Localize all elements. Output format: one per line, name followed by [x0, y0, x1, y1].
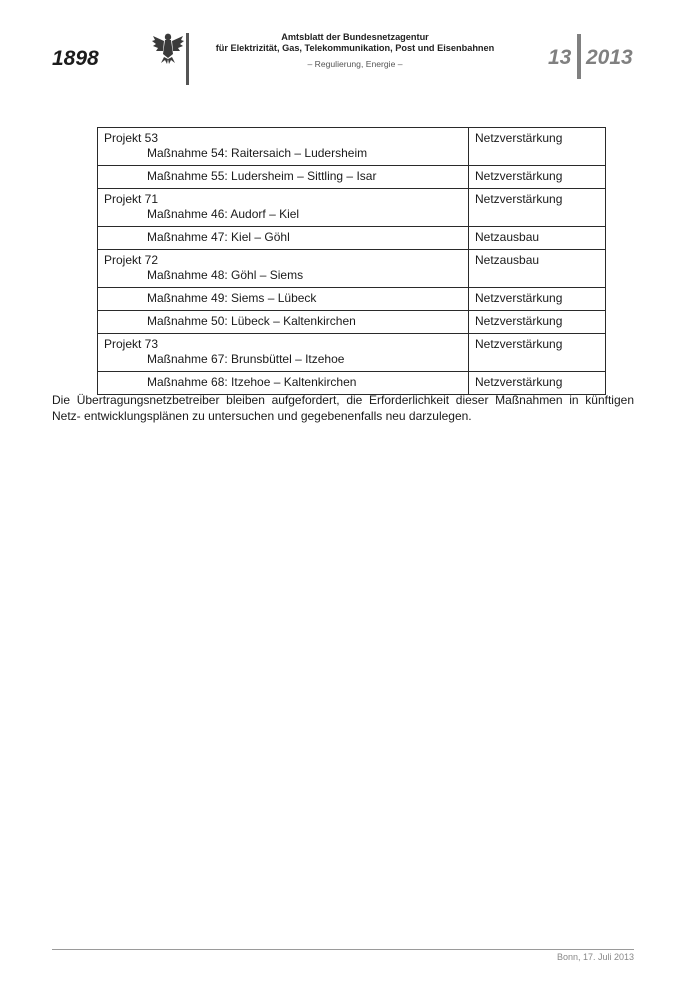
measure-cell [98, 288, 469, 311]
measure-type-cell: Netzverstärkung [469, 311, 606, 334]
measure-cell [98, 250, 469, 288]
measure-label: Maßnahme 50: Lübeck – Kaltenkirchen [147, 314, 356, 328]
measure-type-cell: Netzverstärkung [469, 128, 606, 166]
issue-number: 13 [548, 46, 572, 69]
measure-type-cell: Netzverstärkung [469, 334, 606, 372]
measure-label: Maßnahme 48: Göhl – Siems [147, 268, 304, 282]
table-row [98, 189, 606, 227]
measure-type-cell: Netzverstärkung [469, 166, 606, 189]
footer-place-date: Bonn, 17. Juli 2013 [556, 952, 634, 962]
project-label: Projekt 71 [104, 192, 159, 206]
publication-title-line2: für Elektrizität, Gas, Telekommunikation, Post und Eisenbahnen [215, 43, 495, 53]
measure-cell [98, 166, 469, 189]
measure-cell [98, 227, 469, 250]
table-row [98, 311, 606, 334]
measure-label: Maßnahme 67: Brunsbüttel – Itzehoe [147, 352, 345, 366]
table-row [98, 250, 606, 288]
publication-subtitle: – Regulierung, Energie – [307, 59, 403, 69]
federal-eagle-icon [150, 30, 186, 66]
measure-label: Maßnahme 68: Itzehoe – Kaltenkirchen [147, 375, 357, 389]
project-label: Projekt 53 [104, 131, 159, 145]
body-paragraph-line2: entwicklungsplänen zu untersuchen und gegebenenfalls neu darzulegen. [84, 409, 472, 423]
measure-label: Maßnahme 55: Ludersheim – Sittling – Isar [147, 169, 377, 183]
publication-header [200, 32, 510, 69]
measure-label: Maßnahme 54: Raitersaich – Ludersheim [147, 146, 368, 160]
table-row [98, 334, 606, 372]
publication-title-line1: Amtsblatt der Bundesnetzagentur [281, 32, 429, 42]
measure-type-cell: Netzausbau [469, 250, 606, 288]
measure-label: Maßnahme 46: Audorf – Kiel [147, 207, 300, 221]
table-row [98, 288, 606, 311]
body-paragraph-line1: Die Übertragungsnetzbetreiber bleiben aufgefordert, die Erforderlichkeit dieser Maßnahmen in künftigen Netz- [52, 393, 634, 423]
measure-type-cell: Netzverstärkung [469, 288, 606, 311]
measure-type-cell: Netzverstärkung [469, 372, 606, 395]
measure-cell [98, 189, 469, 227]
table-row [98, 128, 606, 166]
project-label: Projekt 73 [104, 337, 159, 351]
measure-type-cell: Netzverstärkung [469, 189, 606, 227]
page-number: 1898 [52, 47, 99, 70]
table-row [98, 227, 606, 250]
footer-divider [52, 949, 634, 950]
header-divider [186, 33, 189, 85]
measure-type-cell: Netzausbau [469, 227, 606, 250]
measures-table [97, 127, 606, 395]
project-label: Projekt 72 [104, 253, 159, 267]
body-paragraph [52, 392, 634, 424]
issue-divider [577, 34, 581, 79]
measure-label: Maßnahme 47: Kiel – Göhl [147, 230, 290, 244]
measure-label: Maßnahme 49: Siems – Lübeck [147, 291, 317, 305]
table-row [98, 166, 606, 189]
measure-cell [98, 128, 469, 166]
issue-year: 2013 [586, 46, 633, 69]
measure-cell [98, 311, 469, 334]
measure-cell [98, 334, 469, 372]
